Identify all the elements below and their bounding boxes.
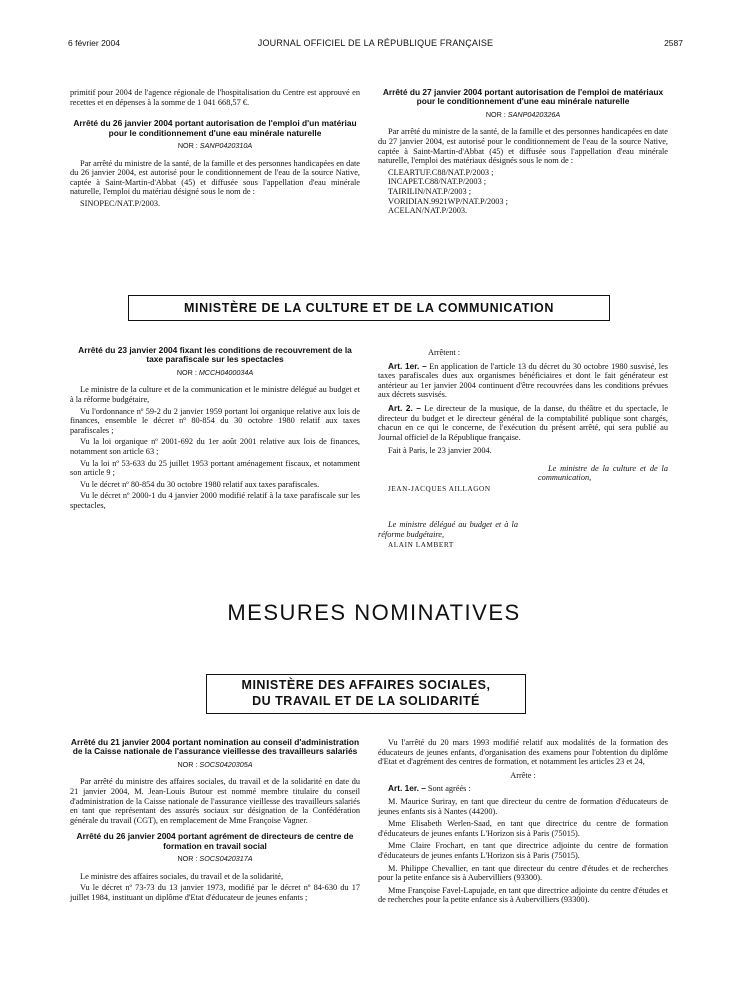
- nor-reference: NOR : SANP0420326A: [485, 109, 561, 119]
- signature-name: JEAN-JACQUES AILLAGON: [388, 484, 491, 493]
- arretent-label: Arrêtent :: [428, 348, 461, 357]
- appointment-item: M. Philippe Chevallier, en tant que directeur du centre d'études et de recherches pour la petite enfance sis à Aubervilliers (93300).: [378, 863, 668, 883]
- material-item: SINOPEC/NAT.P/2003.: [80, 198, 161, 208]
- preamble-paragraph: Le ministre de la culture et de la communication et le ministre délégué au budget et à la réforme budgétaire,: [70, 385, 360, 404]
- material-item: TAIRILIN/NAT.P/2003 ;: [388, 186, 472, 196]
- preamble-paragraph: Vu la loi organique nº 2001-692 du 1er août 2001 relative aux lois de finances, notamment son article 63 ;: [70, 437, 360, 456]
- ministry-social-heading: MINISTÈRE DES AFFAIRES SOCIALES, DU TRAVAIL ET DE LA SOLIDARITÉ: [206, 674, 526, 714]
- arrete-title: Arrêté du 26 janvier 2004 portant agrément de directeurs de centre de formation en travail social: [76, 831, 354, 851]
- material-item: ACELAN/NAT.P/2003.: [388, 206, 468, 216]
- arrete-title: Arrêté du 27 janvier 2004 portant autorisation de l'emploi de matériaux pour le conditionnement d'une eau minérale naturelle: [382, 87, 664, 107]
- appointment-item: M. Maurice Suriray, en tant que directeur du centre de formation d'éducateurs de jeunes enfants sis à Nantes (44200).: [378, 796, 668, 816]
- middle-left-column: [70, 346, 360, 513]
- fait-a-paris: Fait à Paris, le 23 janvier 2004.: [388, 446, 492, 456]
- preamble-paragraph: Vu le décret nº 2000-1 du 4 janvier 2000 modifié relatif à la taxe parafiscale sur les spectacles,: [70, 491, 360, 510]
- header-page-number: 2587: [664, 38, 683, 48]
- material-item: INCAPET.C88/NAT.P/2003 ;: [388, 177, 487, 187]
- preamble-paragraph: Vu le décret nº 73-73 du 13 janvier 1973, modifié par le décret nº 84-630 du 17 juillet 1984, instituant un diplôme d'Etat d'éducateur de jeunes enfants ;: [70, 883, 360, 902]
- appointment-item: Mme Françoise Favel-Lapujade, en tant que directrice adjointe du centre d'études et de recherches pour la petite enfance sis à Aubervilliers (93300).: [378, 885, 668, 905]
- nor-reference: NOR : SOCS0420305A: [177, 759, 253, 769]
- page-header: [68, 38, 683, 52]
- bottom-right-column: [378, 738, 668, 907]
- nor-reference: NOR : MCCH0400034A: [176, 367, 254, 377]
- arrete-title: Arrêté du 23 janvier 2004 fixant les conditions de recouvrement de la taxe parafiscale sur les spectacles: [78, 345, 352, 365]
- preamble-paragraph: Vu l'arrêté du 20 mars 1993 modifié relatif aux modalités de la formation des éducateurs de jeunes enfants, d'organisation des examens pour l'obtention du diplôme d'Etat et d'agrément des centres de formation, et notamment les articles 23 et 24,: [378, 738, 668, 767]
- preamble-paragraph: Vu l'ordonnance nº 59-2 du 2 janvier 1959 portant loi organique relative aux lois de finances, ensemble le décret nº 80-854 du 30 octobre 1980 relatif aux taxes parafiscales ;: [70, 406, 360, 435]
- arrete-label: Arrête :: [510, 770, 536, 780]
- top-left-column: [70, 88, 360, 209]
- signature-role: Le ministre de la culture et de la communication,: [538, 463, 668, 483]
- second-signature: [378, 520, 518, 553]
- nor-reference: NOR : SOCS0420317A: [177, 854, 253, 864]
- article-1: Art. 1er. – En application de l'article 13 du décret du 30 octobre 1980 susvisé, les taxes parafiscales dues aux organismes bénéficiaires et dont le fait générateur est antérieur au 1er janvier 2004 continuent d'être recouvrées dans les conditions prévues aux décrets susvisés.: [378, 360, 668, 400]
- arrete-body: Par arrêté du ministre des affaires sociales, du travail et de la solidarité en date du 21 janvier 2004, M. Jean-Louis Butour est nommé membre titulaire du conseil d'administration de la Caisse nationale de l'assurance vieillesse des travailleurs salariés en tant que représentant des assurés sociaux sur désignation de la Confédération générale du travail (CGT), en remplacement de Mme Françoise Vagner.: [70, 777, 360, 825]
- nor-reference: NOR : SANP0420310A: [177, 141, 253, 150]
- material-item: VORIDIAN.9921WP/NAT.P/2003 ;: [388, 196, 508, 206]
- preamble-paragraph: Vu la loi nº 53-633 du 25 juillet 1953 portant aménagement fiscaux, et notamment son article 9 ;: [70, 458, 360, 478]
- arrete-body: Par arrêté du ministre de la santé, de la famille et des personnes handicapées en date du 26 janvier 2004, est autorisé pour le conditionnement de l'eau de la source Native, captée à Saint-Martin-d'Abbat (45) et diffusée sous l'appellation d'eau minérale naturelle, l'emploi du matériau désigné sous le nom de :: [70, 158, 360, 197]
- article-2: Art. 2. – Le directeur de la musique, de la danse, du théâtre et du spectacle, le directeur du budget et le directeur général de la comptabilité publique sont chargés, chacun en ce qui le concerne, de l'exécution du présent arrêté, qui sera publié au Journal officiel de la République française.: [378, 402, 668, 442]
- arrete-body: Par arrêté du ministre de la santé, de la famille et des personnes handicapées en date du 27 janvier 2004, est autorisé pour le conditionnement de l'eau de la source Native, captée à Saint-Martin-d'Abbat (45) et diffusée sous l'appellation d'eau minérale naturelle, l'emploi des matériaux désignés sous le nom de :: [378, 127, 668, 166]
- preamble-paragraph: Vu le décret nº 80-854 du 30 octobre 1980 relatif aux taxes parafiscales.: [80, 479, 320, 489]
- signature-role: Le ministre délégué au budget et à la réforme budgétaire,: [378, 520, 518, 539]
- section-heading: MESURES NOMINATIVES: [227, 600, 521, 625]
- appointment-item: Mme Claire Frochart, en tant que directrice adjointe du centre de formation d'éducateurs de jeunes enfants L'Horizon sis à Paris (75015).: [378, 841, 668, 860]
- arrete-title: Arrêté du 21 janvier 2004 portant nomination au conseil d'administration de la Caisse nationale de l'assurance vieillesse des travailleurs salariés: [70, 737, 360, 757]
- material-item: CLEARTUF.C88/NAT.P/2003 ;: [388, 167, 494, 177]
- article-1: Art. 1er. – Sont agréés :: [388, 783, 471, 794]
- bottom-left-column: [70, 738, 360, 905]
- top-right-column: [378, 88, 668, 216]
- header-journal-title: JOURNAL OFFICIEL DE LA RÉPUBLIQUE FRANÇAISE: [257, 38, 494, 48]
- header-date: 6 février 2004: [68, 38, 120, 48]
- arrete-title: Arrêté du 26 janvier 2004 portant autorisation de l'emploi d'un matériau pour le conditionnement d'une eau minérale naturelle: [73, 118, 357, 138]
- appointment-item: Mme Elisabeth Werlen-Saad, en tant que directrice du centre de formation d'éducateurs de jeunes enfants L'Horizon sis à Paris (75015).: [378, 819, 668, 838]
- middle-right-column: [378, 348, 668, 496]
- continued-text: primitif pour 2004 de l'agence régionale de l'hospitalisation du Centre est approuvé en recettes et en dépenses à la somme de 1 041 668,57 €.: [70, 88, 360, 107]
- ministry-culture-heading: MINISTÈRE DE LA CULTURE ET DE LA COMMUNICATION: [128, 295, 610, 321]
- preamble-paragraph: Le ministre des affaires sociales, du travail et de la solidarité,: [80, 871, 284, 881]
- signature-name: ALAIN LAMBERT: [388, 541, 454, 550]
